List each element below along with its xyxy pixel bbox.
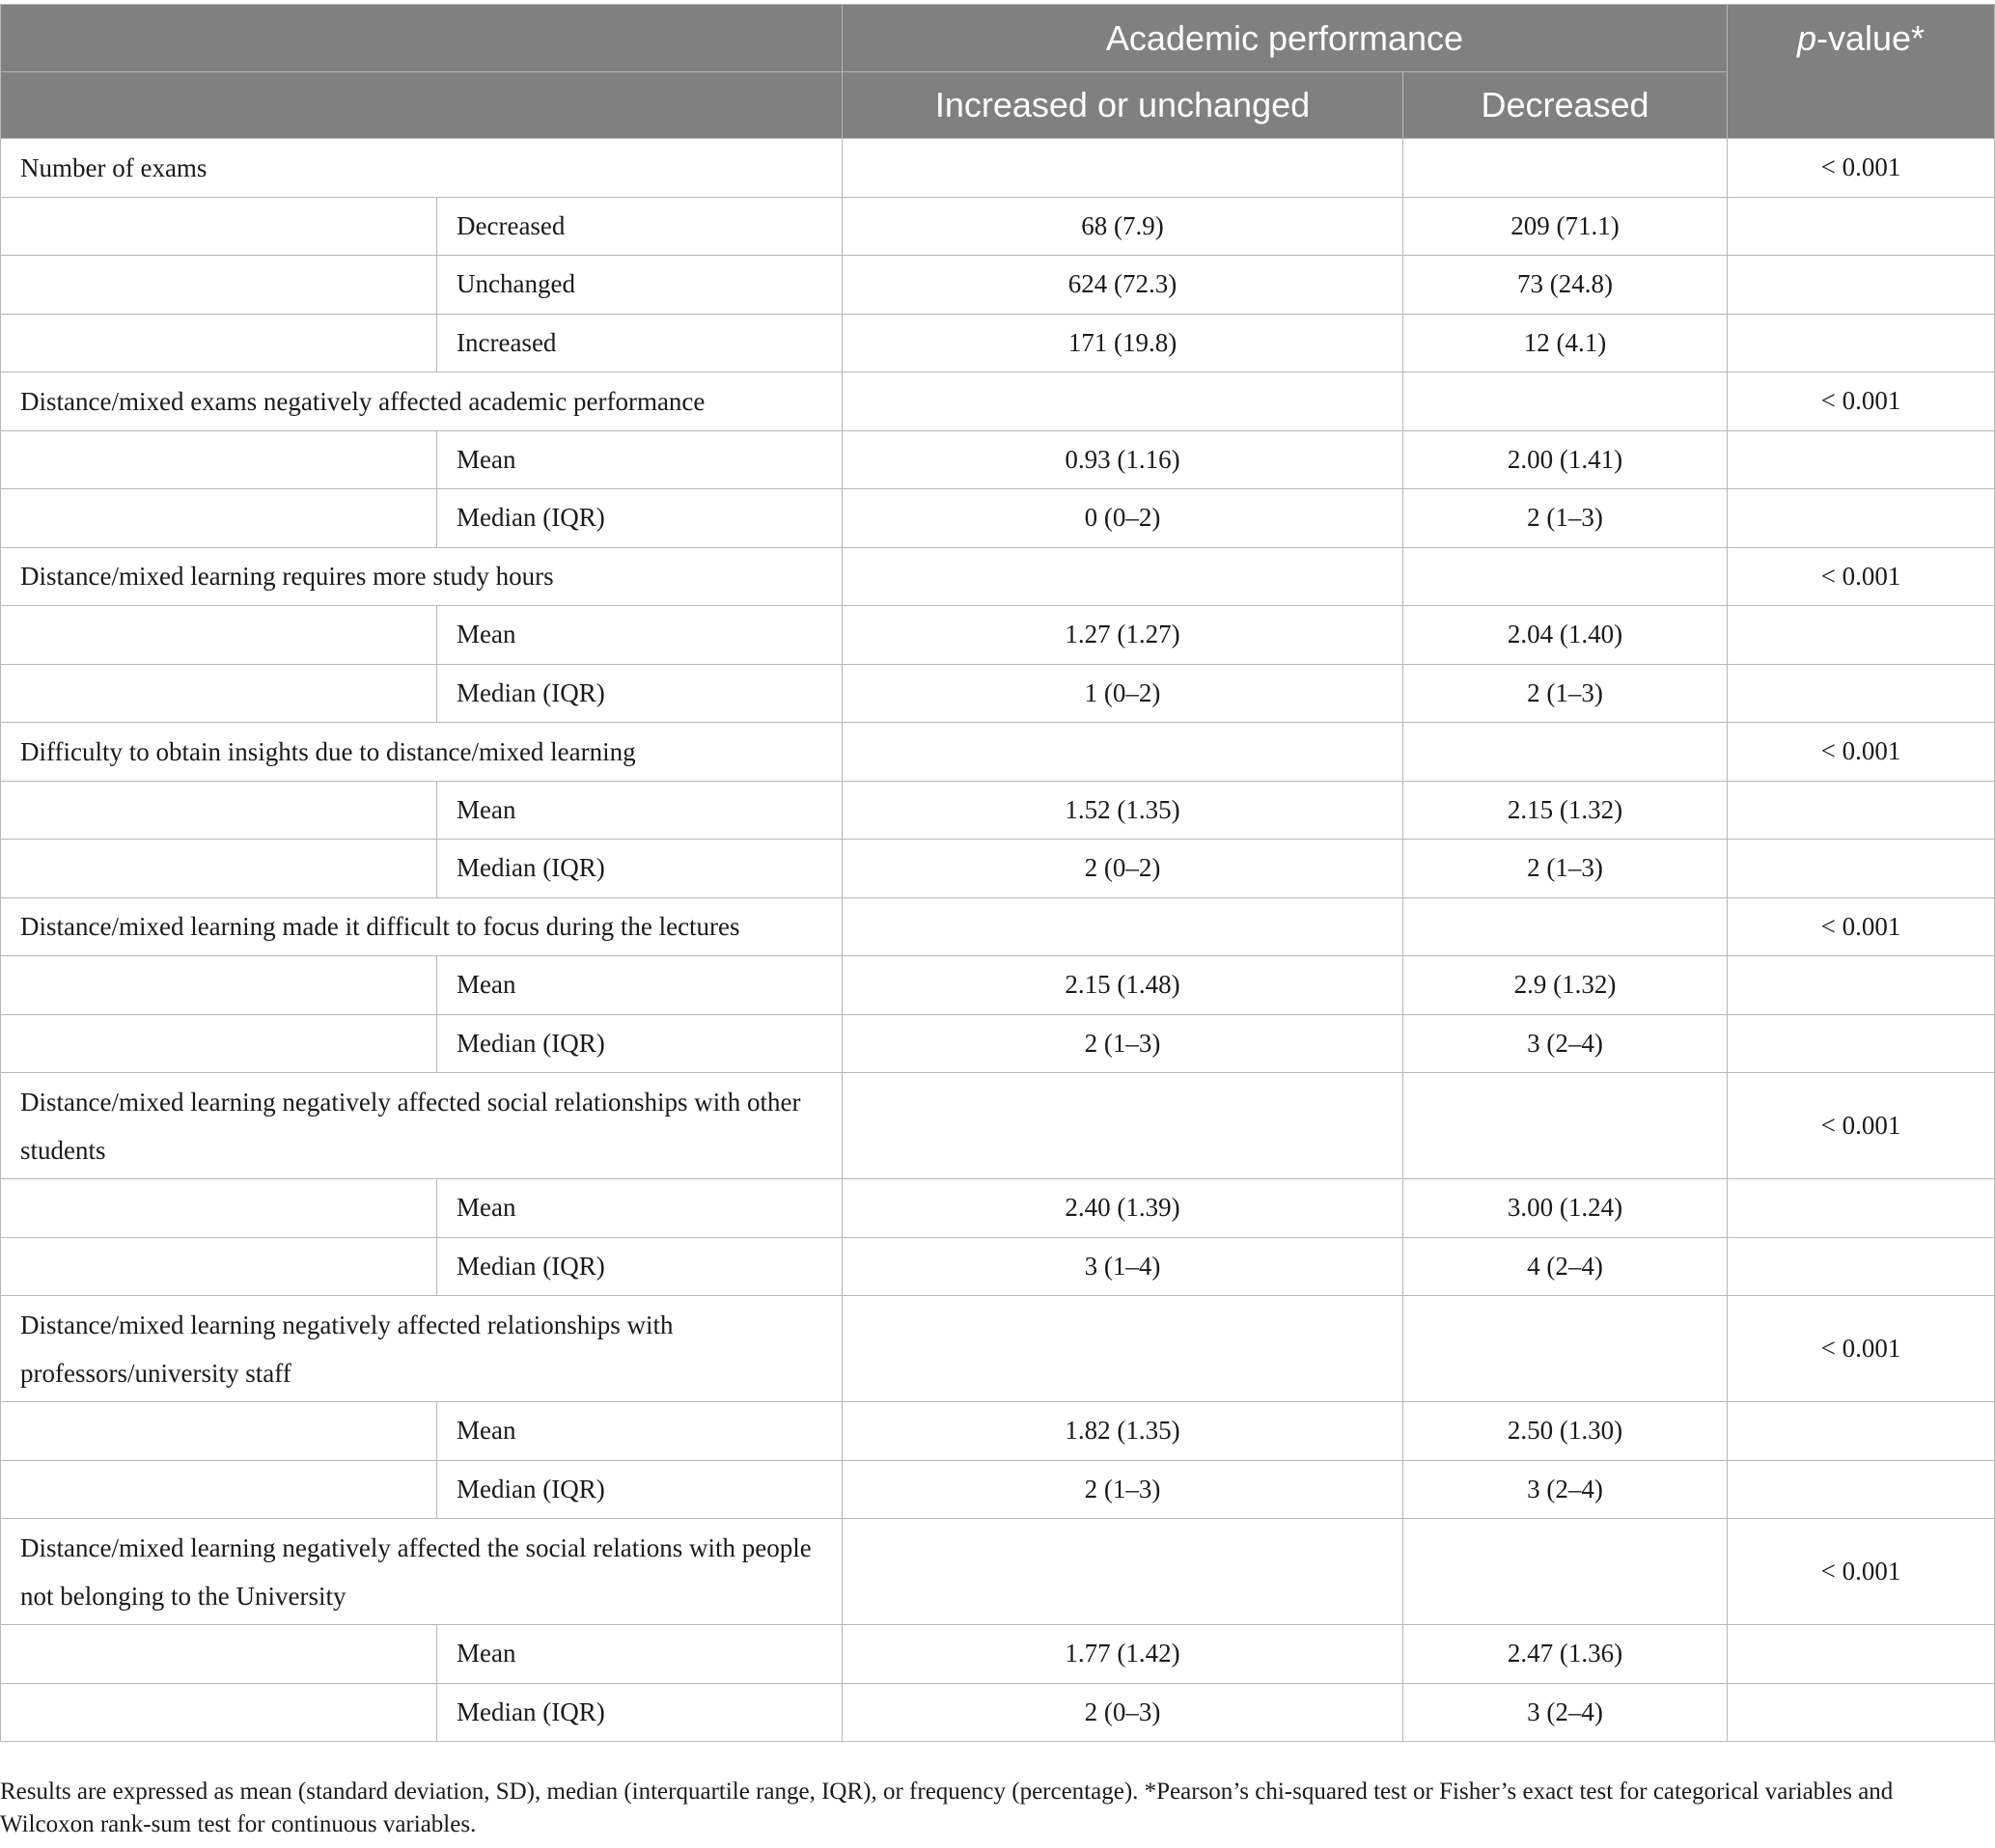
cell-decreased: 3 (2–4): [1403, 1014, 1728, 1073]
table-row: [1, 1014, 1995, 1073]
cell-decreased-empty: [1403, 1296, 1728, 1402]
p-value-cell: < 0.001: [1728, 1296, 1995, 1402]
cell-increased-empty: [843, 723, 1403, 782]
cell-increased: 2.40 (1.39): [843, 1179, 1403, 1238]
p-value-empty: [1728, 606, 1995, 665]
sub-label: Mean: [437, 781, 843, 840]
section-row: [1, 897, 1995, 956]
cell-increased-empty: [843, 1296, 1403, 1402]
cell-increased: 2 (0–3): [843, 1683, 1403, 1742]
section-label: Difficulty to obtain insights due to distance/mixed learning: [1, 723, 843, 782]
p-value-empty: [1728, 840, 1995, 898]
header-decreased: Decreased: [1403, 72, 1728, 139]
indent-cell: [1, 1237, 437, 1296]
table-row: [1, 1625, 1995, 1684]
p-value-cell: < 0.001: [1728, 1073, 1995, 1179]
p-value-cell: < 0.001: [1728, 1519, 1995, 1625]
sub-label: Mean: [437, 1625, 843, 1684]
cell-increased: 0.93 (1.16): [843, 430, 1403, 489]
p-italic: p: [1796, 18, 1816, 58]
table-row: [1, 664, 1995, 723]
cell-decreased: 209 (71.1): [1403, 197, 1728, 256]
header-group-academic-performance: Academic performance: [843, 5, 1728, 72]
p-value-cell: < 0.001: [1728, 897, 1995, 956]
p-value-empty: [1728, 1683, 1995, 1742]
cell-decreased-empty: [1403, 723, 1728, 782]
indent-cell: [1, 1402, 437, 1461]
cell-increased: 3 (1–4): [843, 1237, 1403, 1296]
cell-increased: 1.52 (1.35): [843, 781, 1403, 840]
section-label: Distance/mixed learning made it difficult to focus during the lectures: [1, 897, 843, 956]
p-value-cell: < 0.001: [1728, 372, 1995, 431]
table-row: [1, 430, 1995, 489]
section-label: Distance/mixed learning negatively affected social relationships with other students: [1, 1073, 843, 1179]
p-value-empty: [1728, 664, 1995, 723]
cell-increased-empty: [843, 1073, 1403, 1179]
p-value-empty: [1728, 489, 1995, 548]
sub-label: Median (IQR): [437, 664, 843, 723]
cell-decreased-empty: [1403, 897, 1728, 956]
cell-increased-empty: [843, 139, 1403, 198]
table-row: [1, 1460, 1995, 1519]
cell-decreased-empty: [1403, 547, 1728, 606]
sub-label: Median (IQR): [437, 1014, 843, 1073]
p-value-cell: < 0.001: [1728, 723, 1995, 782]
cell-increased: 0 (0–2): [843, 489, 1403, 548]
table-row: [1, 489, 1995, 548]
cell-decreased: 2 (1–3): [1403, 489, 1728, 548]
cell-decreased-empty: [1403, 139, 1728, 198]
cell-decreased: 73 (24.8): [1403, 256, 1728, 315]
p-value-empty: [1728, 956, 1995, 1015]
table-row: [1, 1237, 1995, 1296]
p-value-empty: [1728, 256, 1995, 315]
cell-decreased: 2 (1–3): [1403, 664, 1728, 723]
p-value-empty: [1728, 781, 1995, 840]
cell-decreased: 3 (2–4): [1403, 1683, 1728, 1742]
sub-label: Mean: [437, 1402, 843, 1461]
cell-decreased: 3 (2–4): [1403, 1460, 1728, 1519]
table-header: [1, 5, 1995, 139]
table-row: [1, 314, 1995, 372]
header-blank-cell: [1, 5, 843, 72]
section-row: [1, 139, 1995, 198]
cell-decreased: 4 (2–4): [1403, 1237, 1728, 1296]
p-value-empty: [1728, 314, 1995, 372]
section-label: Distance/mixed exams negatively affected academic performance: [1, 372, 843, 431]
section-label: Number of exams: [1, 139, 843, 198]
section-row: [1, 1519, 1995, 1625]
table-row: [1, 1683, 1995, 1742]
sub-label: Decreased: [437, 197, 843, 256]
sub-label: Median (IQR): [437, 489, 843, 548]
cell-decreased: 2.50 (1.30): [1403, 1402, 1728, 1461]
indent-cell: [1, 314, 437, 372]
cell-decreased-empty: [1403, 1519, 1728, 1625]
indent-cell: [1, 1625, 437, 1684]
section-row: [1, 372, 1995, 431]
p-value-cell: < 0.001: [1728, 547, 1995, 606]
header-blank-cell-2: [1, 72, 843, 139]
header-increased-or-unchanged: Increased or unchanged: [843, 72, 1403, 139]
section-row: [1, 723, 1995, 782]
header-p-value: [1728, 5, 1995, 139]
cell-decreased: 12 (4.1): [1403, 314, 1728, 372]
cell-increased-empty: [843, 372, 1403, 431]
cell-decreased-empty: [1403, 1073, 1728, 1179]
cell-increased: 2.15 (1.48): [843, 956, 1403, 1015]
p-value-empty: [1728, 1460, 1995, 1519]
cell-decreased: 2.47 (1.36): [1403, 1625, 1728, 1684]
cell-increased: 2 (1–3): [843, 1460, 1403, 1519]
cell-increased-empty: [843, 1519, 1403, 1625]
cell-increased-empty: [843, 897, 1403, 956]
indent-cell: [1, 781, 437, 840]
section-row: [1, 1073, 1995, 1179]
table-body: [1, 139, 1995, 1742]
table-row: [1, 606, 1995, 665]
cell-increased: 1.27 (1.27): [843, 606, 1403, 665]
section-label: Distance/mixed learning requires more study hours: [1, 547, 843, 606]
cell-decreased-empty: [1403, 372, 1728, 431]
sub-label: Mean: [437, 956, 843, 1015]
cell-decreased: 2.00 (1.41): [1403, 430, 1728, 489]
p-value-empty: [1728, 1625, 1995, 1684]
p-value-empty: [1728, 1402, 1995, 1461]
sub-label: Median (IQR): [437, 1237, 843, 1296]
section-row: [1, 1296, 1995, 1402]
table-row: [1, 1179, 1995, 1238]
cell-increased: 624 (72.3): [843, 256, 1403, 315]
indent-cell: [1, 664, 437, 723]
sub-label: Mean: [437, 430, 843, 489]
sub-label: Increased: [437, 314, 843, 372]
p-value-empty: [1728, 1014, 1995, 1073]
sub-label: Unchanged: [437, 256, 843, 315]
cell-decreased: 2 (1–3): [1403, 840, 1728, 898]
table-row: [1, 956, 1995, 1015]
cell-increased: 1 (0–2): [843, 664, 1403, 723]
p-value-empty: [1728, 1179, 1995, 1238]
cell-increased: 1.82 (1.35): [843, 1402, 1403, 1461]
indent-cell: [1, 256, 437, 315]
table-row: [1, 197, 1995, 256]
table-footnote: Results are expressed as mean (standard deviation, SD), median (interquartile range, IQR), or frequency (percentage). *Pearson’s chi-squared test or Fisher’s exact test for categorical variables and Wilcoxon rank-sum test for continuous variables.: [0, 1779, 1894, 1837]
p-value-empty: [1728, 430, 1995, 489]
cell-decreased: 2.9 (1.32): [1403, 956, 1728, 1015]
indent-cell: [1, 197, 437, 256]
section-row: [1, 547, 1995, 606]
section-label: Distance/mixed learning negatively affected the social relations with people not belonging to the University: [1, 1519, 843, 1625]
cell-increased: 2 (0–2): [843, 840, 1403, 898]
cell-decreased: 2.15 (1.32): [1403, 781, 1728, 840]
indent-cell: [1, 1683, 437, 1742]
p-value-suffix: -value*: [1816, 18, 1926, 58]
sub-label: Median (IQR): [437, 1683, 843, 1742]
indent-cell: [1, 1014, 437, 1073]
sub-label: Mean: [437, 1179, 843, 1238]
p-value-empty: [1728, 197, 1995, 256]
indent-cell: [1, 840, 437, 898]
indent-cell: [1, 1179, 437, 1238]
p-value-empty: [1728, 1237, 1995, 1296]
cell-increased: 2 (1–3): [843, 1014, 1403, 1073]
sub-label: Mean: [437, 606, 843, 665]
sub-label: Median (IQR): [437, 1460, 843, 1519]
p-value-cell: < 0.001: [1728, 139, 1995, 198]
table-row: [1, 1402, 1995, 1461]
section-label: Distance/mixed learning negatively affected relationships with professors/university staff: [1, 1296, 843, 1402]
table-row: [1, 840, 1995, 898]
indent-cell: [1, 489, 437, 548]
table-row: [1, 781, 1995, 840]
sub-label: Median (IQR): [437, 840, 843, 898]
indent-cell: [1, 606, 437, 665]
results-table: [0, 4, 1995, 1742]
cell-increased: 68 (7.9): [843, 197, 1403, 256]
cell-increased: 171 (19.8): [843, 314, 1403, 372]
indent-cell: [1, 1460, 437, 1519]
indent-cell: [1, 956, 437, 1015]
indent-cell: [1, 430, 437, 489]
cell-decreased: 2.04 (1.40): [1403, 606, 1728, 665]
table-row: [1, 256, 1995, 315]
cell-increased: 1.77 (1.42): [843, 1625, 1403, 1684]
cell-decreased: 3.00 (1.24): [1403, 1179, 1728, 1238]
cell-increased-empty: [843, 547, 1403, 606]
